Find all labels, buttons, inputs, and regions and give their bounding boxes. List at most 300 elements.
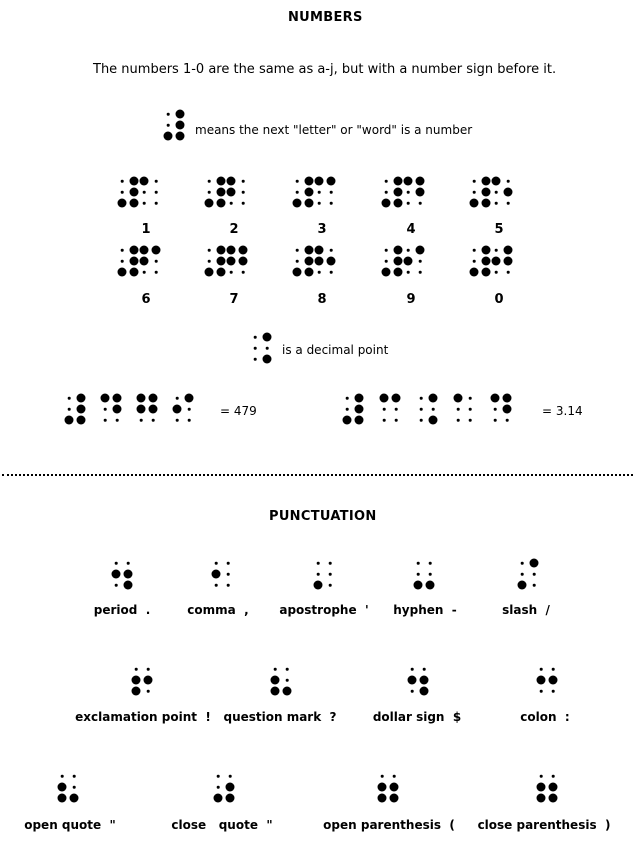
braille-dot-flat [395, 419, 398, 422]
braille-cell [140, 246, 160, 278]
braille-dot-raised [144, 676, 153, 685]
braille-cell [343, 394, 363, 426]
braille-cell [205, 177, 225, 209]
braille-dot-raised [470, 199, 479, 208]
braille-dot-raised [77, 416, 86, 425]
braille-dot-raised [537, 676, 546, 685]
braille-dot-flat [346, 397, 349, 400]
braille-dot-raised [132, 687, 141, 696]
braille-cell [404, 177, 424, 209]
braille-dot-flat [266, 347, 269, 350]
braille-dot-raised [140, 246, 149, 255]
label-period: period . [93, 603, 151, 617]
braille-dot-raised [315, 257, 324, 266]
digit-label-1: 1 [141, 222, 151, 237]
braille-dot-raised [394, 177, 403, 186]
braille-cell [491, 394, 511, 426]
braille-dot-flat [155, 260, 158, 263]
braille-dot-flat [469, 397, 472, 400]
braille-dot-raised [124, 570, 133, 579]
braille-dot-flat [227, 584, 230, 587]
braille-dot-flat [494, 419, 497, 422]
braille-dot-flat [155, 180, 158, 183]
braille-dot-raised [305, 177, 314, 186]
braille-dot-raised [293, 268, 302, 277]
braille-cell [315, 246, 335, 278]
braille-dot-raised [305, 246, 314, 255]
braille-dot-raised [416, 188, 425, 197]
braille-cell [537, 772, 557, 804]
braille-dot-raised [314, 581, 323, 590]
braille-dot-flat [495, 271, 498, 274]
label-open-quote: open quote " [24, 818, 116, 832]
braille-dot-raised [549, 676, 558, 685]
braille-dot-flat [254, 336, 257, 339]
braille-dot-flat [552, 668, 555, 671]
braille-dot-raised [227, 257, 236, 266]
braille-dot-raised [470, 268, 479, 277]
braille-cell [293, 246, 313, 278]
braille-dot-raised [394, 199, 403, 208]
braille-cell [417, 394, 437, 426]
braille-dot-flat [242, 191, 245, 194]
braille-dot-flat [385, 249, 388, 252]
braille-cell [380, 394, 400, 426]
braille-dot-flat [140, 419, 143, 422]
braille-dot-flat [104, 408, 107, 411]
braille-dot-raised [239, 257, 248, 266]
braille-dot-flat [411, 690, 414, 693]
braille-dot-flat [383, 419, 386, 422]
braille-dot-raised [305, 199, 314, 208]
braille-dot-raised [454, 394, 463, 403]
braille-dot-flat [381, 775, 384, 778]
braille-dot-raised [176, 110, 185, 119]
braille-dot-flat [254, 358, 257, 361]
braille-dot-raised [392, 394, 401, 403]
braille-dot-flat [208, 249, 211, 252]
number-sign-note: means the next "letter" or "word" is a number [195, 123, 473, 137]
braille-dot-flat [147, 668, 150, 671]
braille-dot-flat [552, 690, 555, 693]
braille-cell [271, 665, 291, 697]
braille-dot-flat [73, 775, 76, 778]
braille-dot-flat [135, 668, 138, 671]
braille-dot-flat [385, 260, 388, 263]
braille-dot-raised [315, 246, 324, 255]
braille-dot-flat [155, 191, 158, 194]
label-apostrophe: apostrophe ' [279, 603, 369, 617]
braille-dot-raised [482, 188, 491, 197]
braille-dot-flat [507, 202, 510, 205]
braille-cell [382, 177, 402, 209]
braille-dot-flat [429, 562, 432, 565]
braille-dot-raised [130, 188, 139, 197]
braille-dot-flat [143, 271, 146, 274]
braille-dot-raised [327, 257, 336, 266]
punctuation-title: PUNCTUATION [269, 509, 377, 524]
braille-dot-flat [419, 271, 422, 274]
braille-dot-flat [217, 775, 220, 778]
braille-dot-raised [378, 794, 387, 803]
braille-cell [118, 246, 138, 278]
braille-dot-flat [296, 191, 299, 194]
braille-dot-flat [68, 408, 71, 411]
braille-dot-flat [121, 260, 124, 263]
braille-dot-flat [176, 397, 179, 400]
braille-dot-flat [540, 775, 543, 778]
braille-dot-raised [205, 199, 214, 208]
braille-dot-flat [127, 562, 130, 565]
braille-cell [492, 246, 512, 278]
braille-dot-flat [329, 562, 332, 565]
braille-dot-flat [116, 419, 119, 422]
label-hyphen: hyphen - [393, 603, 457, 617]
braille-dot-raised [217, 268, 226, 277]
braille-dot-flat [121, 191, 124, 194]
braille-cell [118, 177, 138, 209]
braille-cell [140, 177, 160, 209]
section-divider [2, 474, 633, 476]
braille-dot-raised [226, 794, 235, 803]
braille-dot-flat [432, 408, 435, 411]
braille-dot-raised [226, 783, 235, 792]
digit-label-9: 9 [406, 292, 416, 307]
braille-dot-flat [457, 419, 460, 422]
braille-dot-raised [70, 794, 79, 803]
braille-cell [537, 665, 557, 697]
label-comma: comma , [187, 603, 249, 617]
braille-dot-raised [263, 355, 272, 364]
braille-dot-raised [518, 581, 527, 590]
braille-dot-raised [382, 199, 391, 208]
braille-dot-flat [242, 180, 245, 183]
braille-dot-raised [130, 246, 139, 255]
label-colon: colon : [520, 710, 570, 724]
digit-label-3: 3 [317, 222, 327, 237]
braille-dot-flat [420, 397, 423, 400]
braille-dot-raised [130, 268, 139, 277]
braille-dot-flat [407, 249, 410, 252]
braille-dot-flat [533, 584, 536, 587]
braille-dot-flat [121, 180, 124, 183]
braille-dot-raised [414, 581, 423, 590]
braille-dot-flat [242, 271, 245, 274]
braille-dot-raised [492, 257, 501, 266]
digit-label-2: 2 [229, 222, 239, 237]
braille-dot-flat [385, 180, 388, 183]
braille-dot-raised [58, 783, 67, 792]
braille-dot-flat [495, 249, 498, 252]
braille-dot-flat [317, 573, 320, 576]
braille-cell [214, 772, 234, 804]
braille-dot-raised [343, 416, 352, 425]
braille-dot-raised [315, 177, 324, 186]
braille-dot-raised [176, 132, 185, 141]
braille-cell [58, 772, 78, 804]
braille-dot-raised [382, 268, 391, 277]
braille-dot-flat [188, 419, 191, 422]
braille-dot-raised [217, 199, 226, 208]
braille-dot-flat [419, 202, 422, 205]
braille-dot-raised [140, 177, 149, 186]
braille-cell [137, 394, 157, 426]
braille-dot-flat [143, 202, 146, 205]
braille-dot-flat [411, 668, 414, 671]
braille-dot-flat [155, 271, 158, 274]
braille-dot-flat [521, 562, 524, 565]
braille-cell [132, 665, 152, 697]
braille-dot-raised [112, 570, 121, 579]
braille-dot-flat [507, 180, 510, 183]
braille-dot-flat [495, 191, 498, 194]
digit-label-7: 7 [229, 292, 239, 307]
braille-dot-raised [149, 394, 158, 403]
braille-dot-flat [208, 180, 211, 183]
braille-dot-flat [407, 191, 410, 194]
braille-dot-raised [271, 687, 280, 696]
braille-dot-raised [394, 268, 403, 277]
braille-dot-raised [113, 405, 122, 414]
label-dollar-sign: dollar sign $ [372, 710, 462, 724]
braille-dot-raised [227, 246, 236, 255]
braille-dot-flat [417, 573, 420, 576]
braille-dot-raised [537, 794, 546, 803]
braille-dot-raised [77, 405, 86, 414]
braille-dot-raised [327, 177, 336, 186]
braille-dot-flat [73, 786, 76, 789]
braille-dot-raised [355, 405, 364, 414]
braille-dot-flat [167, 124, 170, 127]
braille-dot-raised [283, 687, 292, 696]
braille-dot-flat [395, 408, 398, 411]
braille-dot-raised [137, 394, 146, 403]
label-slash: slash / [502, 603, 550, 617]
braille-dot-flat [215, 584, 218, 587]
label-open-parenthesis: open parenthesis ( [323, 818, 455, 832]
braille-dot-raised [394, 246, 403, 255]
braille-dot-raised [503, 405, 512, 414]
braille-dot-flat [330, 202, 333, 205]
braille-dot-flat [393, 775, 396, 778]
braille-dot-raised [420, 687, 429, 696]
braille-dot-raised [503, 394, 512, 403]
digit-label-6: 6 [141, 292, 151, 307]
braille-dot-raised [185, 394, 194, 403]
braille-dot-raised [394, 188, 403, 197]
braille-dot-flat [167, 113, 170, 116]
braille-dot-flat [473, 180, 476, 183]
braille-dot-raised [58, 794, 67, 803]
braille-cell [315, 177, 335, 209]
digit-label-5: 5 [494, 222, 504, 237]
braille-cell [65, 394, 85, 426]
braille-dot-raised [130, 199, 139, 208]
braille-dot-raised [394, 257, 403, 266]
braille-dot-raised [482, 177, 491, 186]
braille-dot-flat [329, 573, 332, 576]
braille-dot-raised [355, 394, 364, 403]
braille-dot-flat [254, 347, 257, 350]
braille-dot-flat [330, 249, 333, 252]
braille-dot-raised [504, 188, 513, 197]
braille-cell [212, 559, 232, 591]
braille-cell [454, 394, 474, 426]
braille-dot-raised [130, 257, 139, 266]
braille-dot-flat [507, 271, 510, 274]
braille-dot-raised [118, 268, 127, 277]
braille-dot-raised [140, 257, 149, 266]
braille-dot-flat [217, 786, 220, 789]
braille-dot-flat [407, 271, 410, 274]
braille-dot-flat [420, 408, 423, 411]
braille-dot-raised [101, 394, 110, 403]
braille-dot-flat [417, 562, 420, 565]
braille-dot-raised [305, 188, 314, 197]
braille-dot-flat [495, 202, 498, 205]
braille-dot-flat [329, 584, 332, 587]
braille-cell [293, 177, 313, 209]
braille-dot-flat [540, 668, 543, 671]
braille-dot-flat [473, 260, 476, 263]
braille-dot-raised [305, 268, 314, 277]
braille-dot-flat [330, 271, 333, 274]
braille-cell [314, 559, 334, 591]
braille-dot-raised [217, 257, 226, 266]
braille-cell [414, 559, 434, 591]
braille-dot-flat [121, 249, 124, 252]
braille-dot-flat [296, 249, 299, 252]
braille-dot-raised [408, 676, 417, 685]
numbers-intro: The numbers 1-0 are the same as a-j, but with a number sign before it. [93, 62, 557, 77]
braille-dot-flat [296, 180, 299, 183]
braille-dot-flat [330, 191, 333, 194]
braille-dot-flat [473, 249, 476, 252]
digit-label-0: 0 [494, 292, 504, 307]
braille-dot-flat [420, 419, 423, 422]
braille-dot-flat [506, 419, 509, 422]
braille-dot-raised [212, 570, 221, 579]
braille-dot-flat [227, 573, 230, 576]
braille-cell [205, 246, 225, 278]
braille-dot-raised [482, 257, 491, 266]
label-exclamation-point: exclamation point ! [75, 710, 211, 724]
braille-dot-raised [152, 246, 161, 255]
braille-dot-flat [469, 419, 472, 422]
braille-dot-raised [263, 333, 272, 342]
braille-dot-flat [521, 573, 524, 576]
braille-cell [408, 665, 428, 697]
braille-dot-raised [429, 416, 438, 425]
braille-dot-flat [104, 419, 107, 422]
braille-dot-raised [530, 559, 539, 568]
braille-dot-raised [118, 199, 127, 208]
braille-dot-flat [230, 202, 233, 205]
braille-dot-flat [215, 562, 218, 565]
braille-dot-raised [217, 177, 226, 186]
braille-dot-flat [229, 775, 232, 778]
braille-dot-flat [115, 584, 118, 587]
example-479-result: = 479 [220, 404, 257, 418]
braille-dot-flat [540, 690, 543, 693]
braille-dot-flat [188, 408, 191, 411]
braille-dot-flat [552, 775, 555, 778]
braille-dot-flat [115, 562, 118, 565]
braille-cell [164, 110, 184, 142]
braille-dot-raised [293, 199, 302, 208]
braille-dot-flat [385, 191, 388, 194]
braille-dot-flat [419, 260, 422, 263]
braille-dot-raised [390, 794, 399, 803]
braille-dot-raised [214, 794, 223, 803]
braille-dot-flat [296, 260, 299, 263]
braille-dot-raised [380, 394, 389, 403]
braille-dot-flat [318, 191, 321, 194]
braille-dot-raised [491, 394, 500, 403]
braille-dot-raised [404, 257, 413, 266]
braille-dot-raised [149, 405, 158, 414]
braille-dot-flat [407, 202, 410, 205]
braille-cell [470, 177, 490, 209]
braille-dot-raised [504, 257, 513, 266]
braille-dot-flat [429, 573, 432, 576]
braille-dot-flat [423, 668, 426, 671]
braille-dot-raised [504, 246, 513, 255]
braille-dot-flat [61, 775, 64, 778]
braille-dot-raised [416, 177, 425, 186]
braille-dot-flat [469, 408, 472, 411]
braille-dot-raised [549, 783, 558, 792]
braille-dot-raised [549, 794, 558, 803]
braille-cell [112, 559, 132, 591]
braille-dot-raised [492, 177, 501, 186]
digit-label-8: 8 [317, 292, 327, 307]
braille-cell [101, 394, 121, 426]
braille-cell [378, 772, 398, 804]
braille-cell [404, 246, 424, 278]
braille-dot-flat [317, 562, 320, 565]
braille-dot-raised [239, 246, 248, 255]
braille-dot-raised [404, 177, 413, 186]
braille-dot-raised [378, 783, 387, 792]
braille-cell [227, 246, 247, 278]
braille-dot-raised [429, 394, 438, 403]
braille-dot-flat [346, 408, 349, 411]
braille-dot-raised [173, 405, 182, 414]
braille-cell [470, 246, 490, 278]
braille-dot-raised [390, 783, 399, 792]
digit-label-4: 4 [406, 222, 416, 237]
braille-dot-raised [227, 188, 236, 197]
braille-dot-raised [217, 188, 226, 197]
example-3-14-result: = 3.14 [542, 404, 583, 418]
braille-dot-flat [242, 202, 245, 205]
braille-dot-flat [533, 573, 536, 576]
braille-cell [251, 333, 271, 365]
braille-dot-flat [147, 690, 150, 693]
braille-dot-raised [537, 783, 546, 792]
braille-dot-raised [205, 268, 214, 277]
braille-dot-raised [271, 676, 280, 685]
braille-dot-flat [383, 408, 386, 411]
braille-cell [382, 246, 402, 278]
braille-dot-flat [473, 191, 476, 194]
label-close-parenthesis: close parenthesis ) [477, 818, 611, 832]
label-close-quote: close quote " [171, 818, 273, 832]
braille-dot-flat [208, 191, 211, 194]
braille-dot-flat [208, 260, 211, 263]
braille-dot-flat [143, 191, 146, 194]
